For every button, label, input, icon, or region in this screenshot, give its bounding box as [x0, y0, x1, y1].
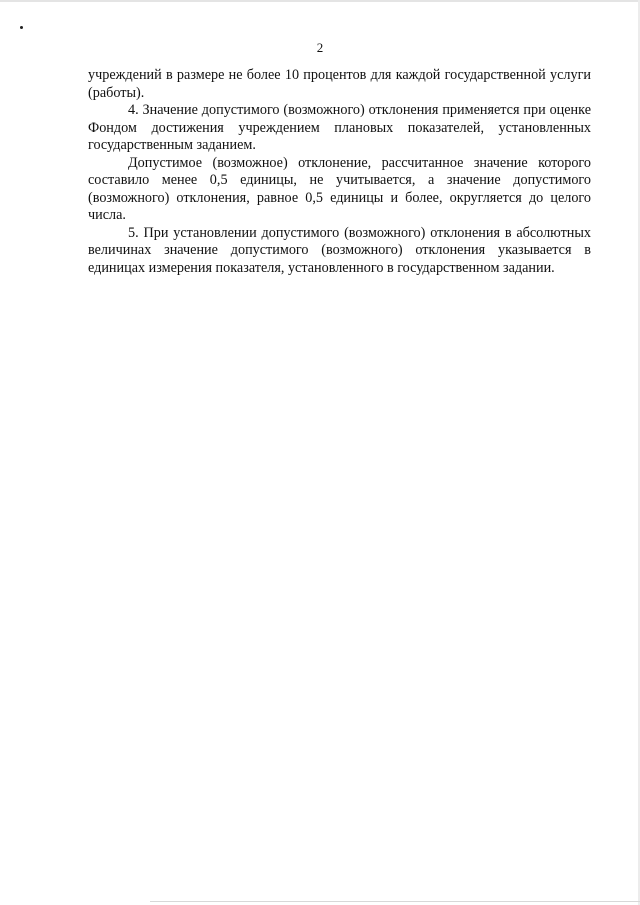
page-edge-top	[0, 0, 640, 2]
page-number: 2	[316, 40, 324, 55]
page-edge-bottom	[150, 901, 640, 902]
paragraph-continuation: учреждений в размере не более 10 процентов для каждой государственной услуги (работы).	[88, 67, 591, 101]
document-body	[88, 67, 591, 277]
paragraph-deviation-rounding: Допустимое (возможное) отклонение, рассчитанное значение которого составило менее 0,5 единицы, не учитывается, а значение допустимого (возможного) отклонения, равное 0,5 единицы и более, округляется до целого числа.	[88, 154, 591, 223]
paragraph-item-4: 4. Значение допустимого (возможного) отклонения применяется при оценке Фондом достижения учреждением плановых показателей, установленных государственным заданием.	[88, 102, 591, 153]
paragraph-item-5: 5. При установлении допустимого (возможного) отклонения в абсолютных величинах значение допустимого (возможного) отклонения указывается в единицах измерения показателя, установленного в государственном задании.	[88, 224, 591, 276]
scan-speck	[20, 26, 23, 29]
